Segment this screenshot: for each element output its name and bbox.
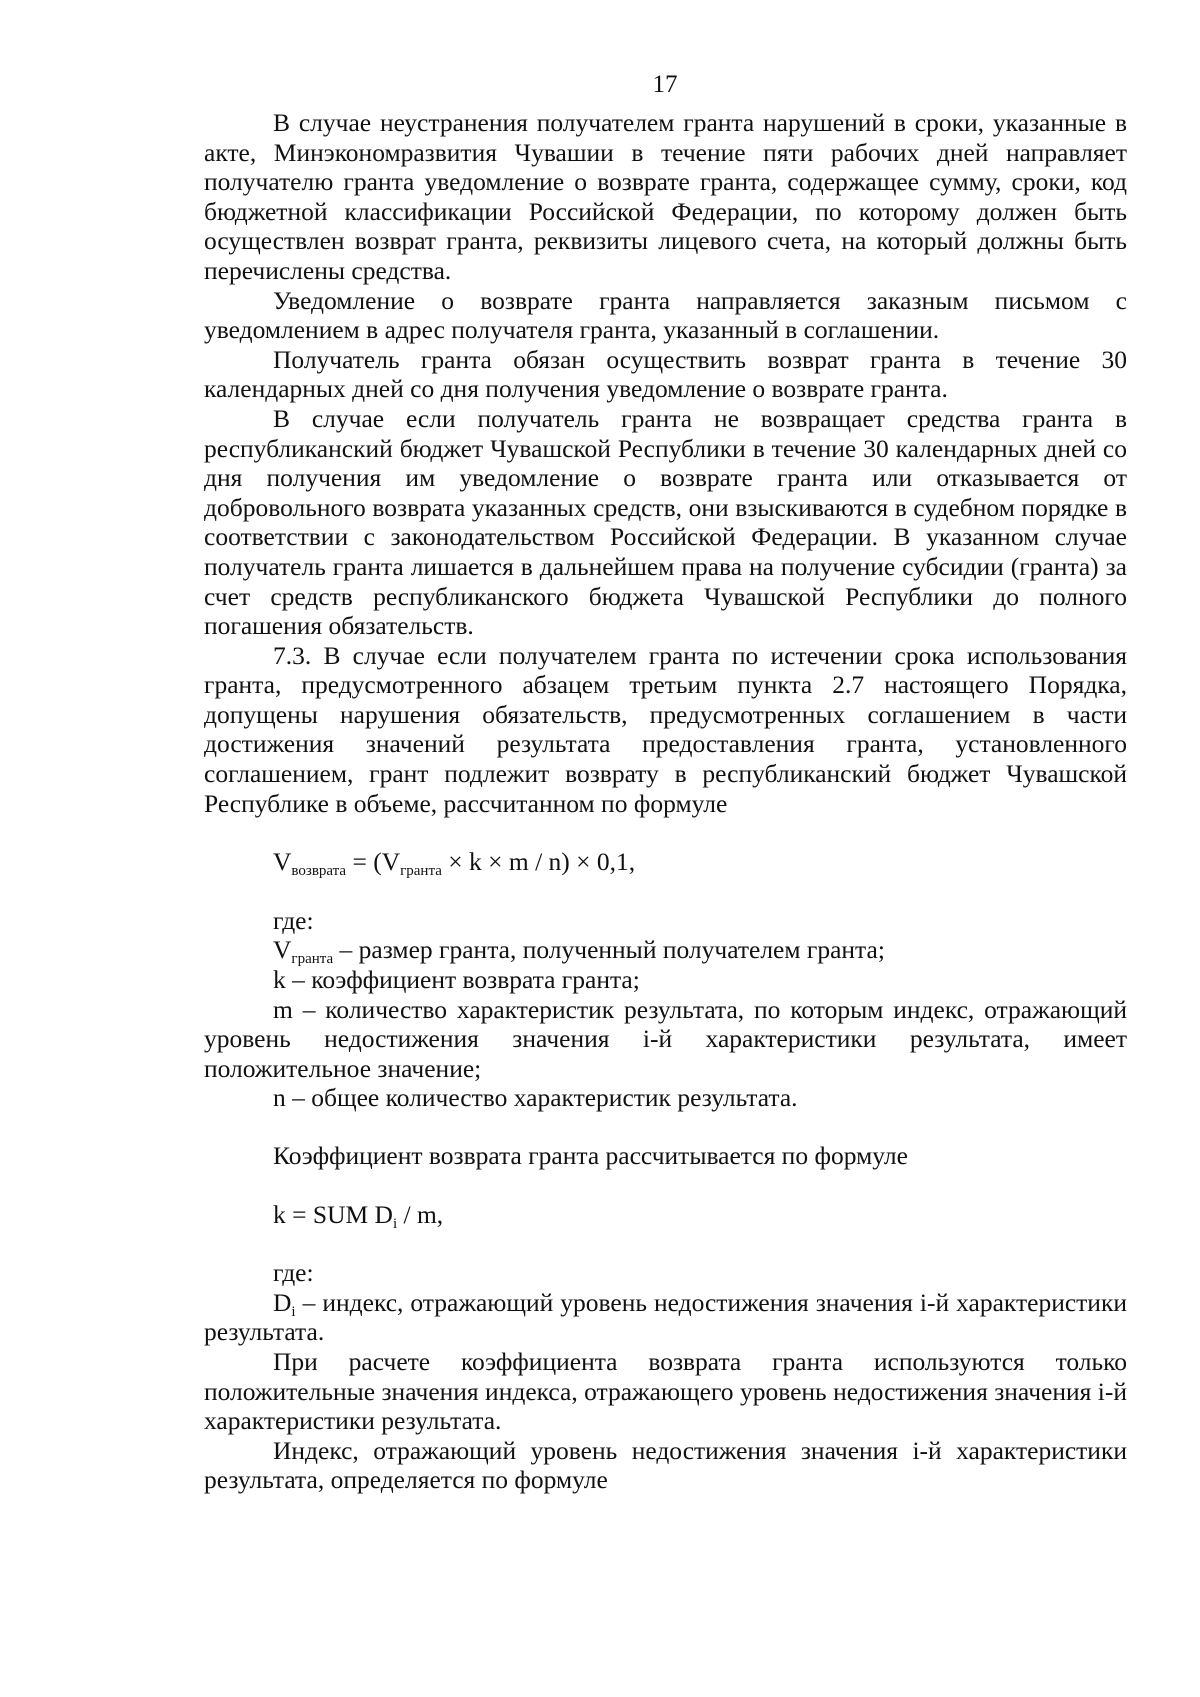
- document-body: [204, 108, 1127, 1495]
- definition-k: k – коэффициент возврата гранта;: [273, 965, 640, 995]
- where-label-2: где:: [273, 1258, 314, 1288]
- definition-d-symbol: D: [273, 1287, 292, 1317]
- definition-v-grant: [204, 935, 1127, 968]
- paragraph-notice-delivery: Уведомление о возврате гранта направляется заказным письмом с уведомлением в адрес получателя гранта, указанный в соглашении.: [204, 285, 1127, 345]
- spacer: [204, 818, 1127, 847]
- paragraph-index-formula-intro: Индекс, отражающий уровень недостижения значения i-й характеристики результата, определяется по формуле: [204, 1435, 1127, 1495]
- definition-d-text: – индекс, отражающий уровень недостижения значения i-й характеристики результата.: [204, 1287, 1127, 1347]
- definition-v-subscript: гранта: [291, 951, 334, 968]
- paragraph-refund-deadline: Получатель гранта обязан осуществить возврат гранта в течение 30 календарных дней со дня получения уведомление о возврате гранта.: [204, 344, 1127, 404]
- spacer: [204, 1229, 1127, 1258]
- paragraph-refund-notice: В случае неустранения получателем гранта нарушений в сроки, указанные в акте, Минэкономразвития Чувашии в течение пяти рабочих дней направляет получателю гранта уведомление о возврате гранта, содержащее сумму, сроки, код бюджетной классификации Российской Федерации, по которому должен быть осуществлен возврат гранта, реквизиты лицевого счета, на который должны быть перечислены средства.: [204, 108, 1127, 285]
- page-number: 17: [652, 71, 678, 98]
- spacer: [204, 877, 1127, 906]
- definition-v-text: – размер гранта, полученный получателем гранта;: [333, 935, 885, 965]
- definition-m: m – количество характеристик результата, по которым индекс, отражающий уровень недостижения значения i-й характеристики результата, имеет положительное значение;: [204, 994, 1127, 1083]
- formula-rest: × k × m / n) × 0,1,: [441, 847, 636, 877]
- coefficient-formula-subscript: i: [392, 1215, 398, 1232]
- where-label: где:: [273, 905, 314, 935]
- formula-grant-subscript: гранта: [400, 863, 442, 880]
- definition-d: [204, 1288, 1127, 1347]
- paragraph-court-recovery: В случае если получатель гранта не возвращает средства гранта в республиканский бюджет Чувашской Республики в течение 30 календарных дней со дня получения им уведомление о возврате гранта или отказывается от добровольного возврата указанных средств, они взыскиваются в судебном порядке в соответствии с законодательством Российской Федерации. В указанном случае получатель гранта лишается в дальнейшем права на получение субсидии (гранта) за счет средств республиканского бюджета Чувашской Республики до полного погашения обязательств.: [204, 403, 1127, 641]
- formula-v-subscript: возврата: [291, 863, 347, 880]
- coefficient-intro: Коэффициент возврата гранта рассчитывается по формуле: [273, 1141, 908, 1170]
- spacer: [204, 1171, 1127, 1200]
- spacer: [204, 1113, 1127, 1141]
- coefficient-formula-start: k = SUM D: [273, 1199, 393, 1229]
- coefficient-formula: [204, 1200, 1127, 1230]
- definition-n: n – общее количество характеристик результата.: [273, 1083, 798, 1113]
- formula-equals-open: = (V: [346, 847, 401, 877]
- formula-v-symbol: V: [273, 847, 292, 877]
- refund-volume-formula: [204, 847, 1127, 880]
- definition-d-subscript: i: [291, 1303, 296, 1320]
- paragraph-positive-values: При расчете коэффициента возврата гранта используются только положительные значения индекса, отражающего уровень недостижения значения i-й характеристики результата.: [204, 1346, 1127, 1436]
- definition-v-symbol: V: [273, 935, 292, 965]
- coefficient-formula-end: / m,: [397, 1199, 444, 1229]
- paragraph-7-3: 7.3. В случае если получателем гранта по истечении срока использования гранта, предусмотренного абзацем третьим пункта 2.7 настоящего Порядка, допущены нарушения обязательств, предусмотренных соглашением в части достижения значений результата предоставления гранта, установленного соглашением, грант подлежит возврату в республиканский бюджет Чувашской Республике в объеме, рассчитанном по формуле: [204, 640, 1127, 818]
